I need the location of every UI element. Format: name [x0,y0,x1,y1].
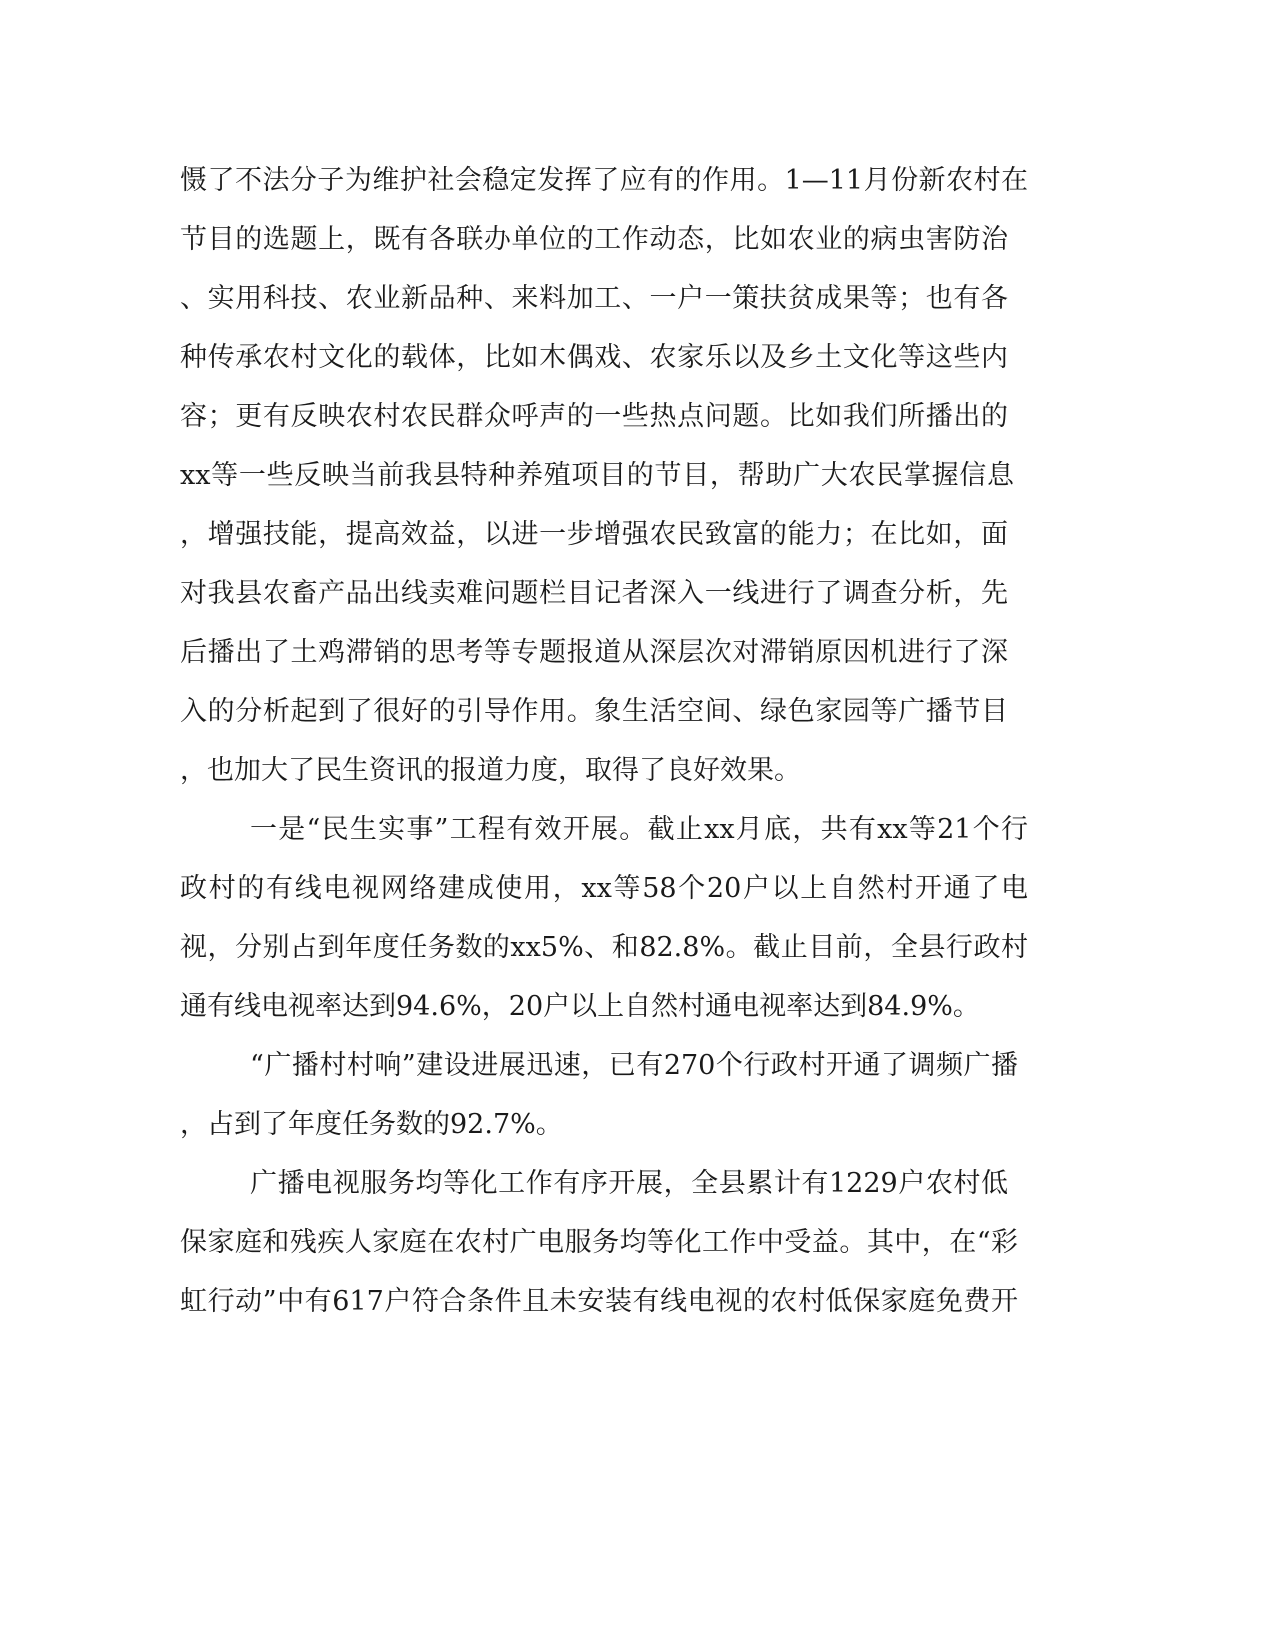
paragraph-first-line: “广播村村响”建设进展迅速，已有270个行政村开通了调频广播 [250,1050,1018,1081]
text-line: 通有线电视率达到94.6%，20户以上自然村通电视率达到84.9%。 [180,991,980,1022]
paragraph-first-line: 一是“民生实事”工程有效开展。截止xx月底，共有xx等21个行 [250,814,1028,845]
text-line: 虹行动”中有617户符合条件且未安装有线电视的农村低保家庭免费开 [180,1286,1018,1317]
text-line: 对我县农畜产品出线卖难问题栏目记者深入一线进行了调查分析，先 [180,578,1008,609]
text-line: 容；更有反映农村农民群众呼声的一些热点问题。比如我们所播出的 [180,401,1008,432]
text-line: 种传承农村文化的载体，比如木偶戏、农家乐以及乡土文化等这些内 [180,342,1008,373]
text-line: 视，分别占到年度任务数的xx5%、和82.8%。截止目前，全县行政村 [180,932,1028,963]
text-line: 慑了不法分子为维护社会稳定发挥了应有的作用。1—11月份新农村在 [180,165,1028,196]
text-line: ，增强技能，提高效益，以进一步增强农民致富的能力；在比如，面 [180,519,1008,550]
text-line: 保家庭和残疾人家庭在农村广电服务均等化工作中受益。其中，在“彩 [180,1227,1018,1258]
text-line: 节目的选题上，既有各联办单位的工作动态，比如农业的病虫害防治 [180,224,1008,255]
text-line: 、实用科技、农业新品种、来料加工、一户一策扶贫成果等；也有各 [180,283,1008,314]
text-line: 后播出了土鸡滞销的思考等专题报道从深层次对滞销原因机进行了深 [180,637,1008,668]
text-line: xx等一些反映当前我县特种养殖项目的节目，帮助广大农民掌握信息 [180,460,1014,491]
text-line: 入的分析起到了很好的引导作用。象生活空间、绿色家园等广播节目 [180,696,1008,727]
text-line: ，也加大了民生资讯的报道力度，取得了良好效果。 [180,755,801,786]
paragraph-first-line: 广播电视服务均等化工作有序开展，全县累计有1229户农村低 [250,1168,1008,1199]
text-line: 政村的有线电视网络建成使用，xx等58个20户以上自然村开通了电 [180,873,1028,904]
text-line: ，占到了年度任务数的92.7%。 [180,1109,563,1140]
